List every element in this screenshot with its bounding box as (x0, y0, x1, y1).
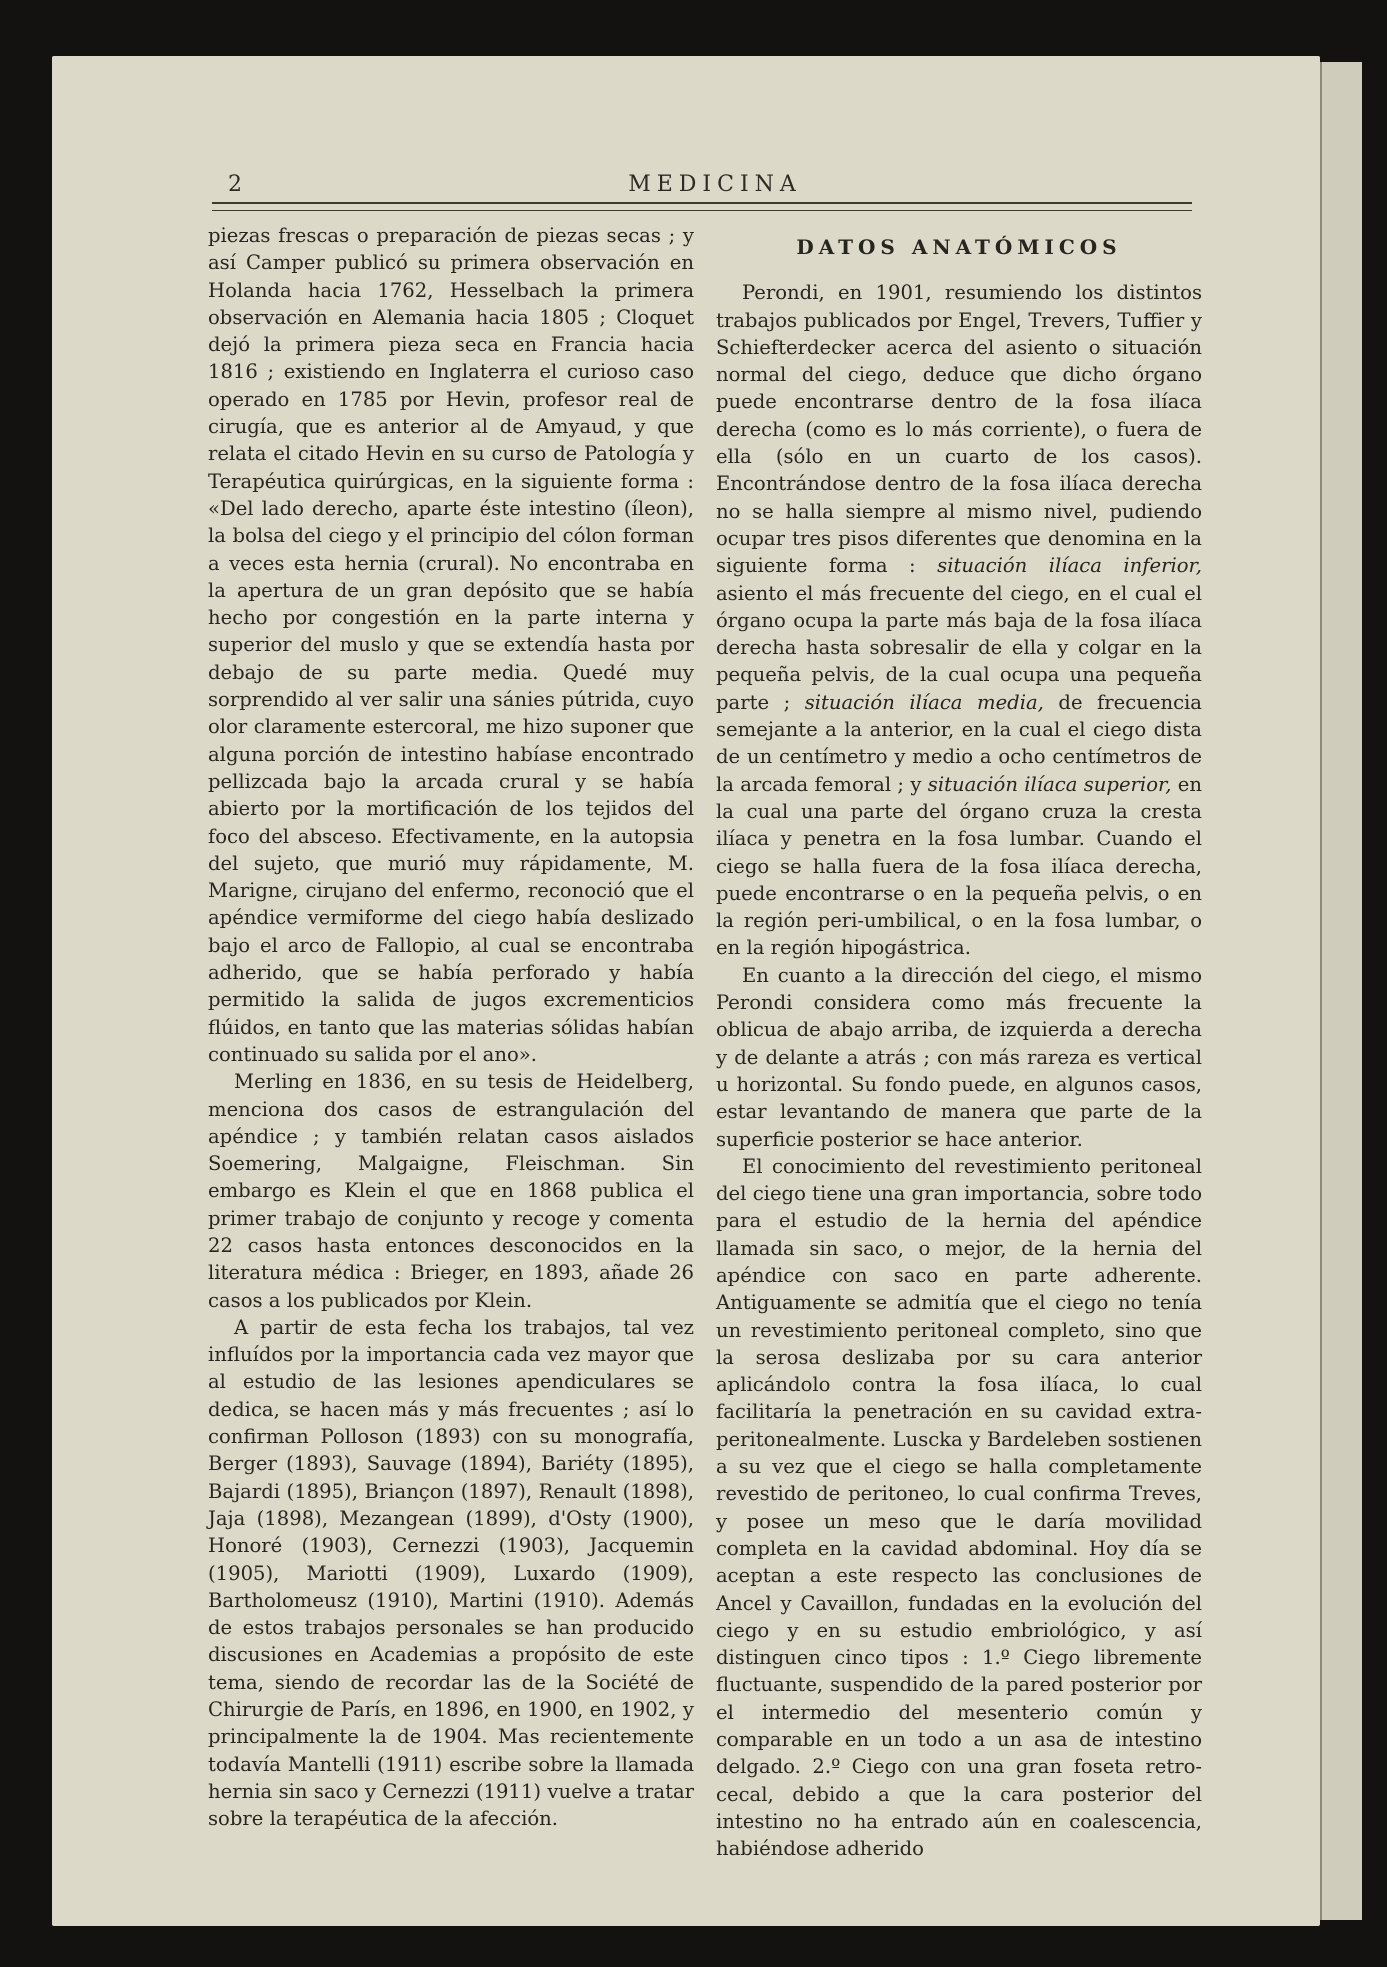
emphasis: situación ilíaca media, (804, 690, 1044, 714)
text-span: de frecuencia semejante a la anterior, en la cual el ciego dista de un centímetro y medio a ocho centímetros de la arcada femoral ; y (716, 690, 1202, 796)
right-column (716, 222, 1202, 1863)
paragraph (716, 279, 1202, 961)
page-number: 2 (228, 172, 242, 197)
paragraph: El conocimiento del revestimiento peritoneal del ciego tiene una gran importancia, sobre todo para el estudio de la hernia del apéndice llamada sin saco, o mejor, de la hernia del apéndice con saco en parte adherente. Antiguamente se admitía que el ciego no tenía un revestimiento peritoneal completo, sino que la serosa deslizaba por su cara anterior aplicándolo contra la fosa ilíaca, lo cual facilitaría la penetración en su cavidad extra-peritonealmente. Luscka y Bardeleben sostienen a su vez que el ciego se halla completamente revestido de peritoneo, lo cual confirma Treves, y posee un meso que le daría movilidad completa en la cavidad abdominal. Hoy día se aceptan a este respecto las conclusiones de Ancel y Cavaillon, fundadas en la evolución del ciego y en su estudio embriológico, y así distinguen cinco tipos : 1.º Ciego libremente fluctuante, suspendido de la pared posterior por el intermedio del mesenterio común y comparable en un todo a un asa de intestino delgado. 2.º Ciego con una gran foseta retro-cecal, debido a que la cara posterior del intestino no ha entrado aún en coalescencia, habiéndose adherido (716, 1154, 1202, 1861)
left-column (208, 222, 694, 1833)
text-span: en la cual una parte del órgano cruza la cresta ilíaca y penetra en la fosa lumbar. Cuando el ciego se halla fuera de la fosa ilíaca derecha, puede encontrarse o en la pequeña pelvis, o en la región peri-umbilical, o en la fosa lumbar, o en la región hipogástrica. (716, 772, 1202, 960)
paragraph: piezas frescas o preparación de piezas secas ; y así Camper publicó su primera observación en Holanda hacia 1762, Hesselbach la primera observación en Alemania hacia 1805 ; Cloquet dejó la primera pieza seca en Francia hacia 1816 ; existiendo en Inglaterra el curioso caso operado en 1785 por Hevin, profesor real de cirugía, que es anterior al de Amyaud, y que relata el citado Hevin en su curso de Patología y Terapéutica quirúrgicas, en la siguiente forma : «Del lado derecho, aparte éste intestino (íleon), la bolsa del ciego y el principio del cólon forman a veces esta hernia (crural). No encontraba en la apertura de un gran depósito que se había hecho por congestión en la parte interna y superior del muslo y que se extendía hasta por debajo de su parte media. Quedé muy sorprendido al ver salir una sánies pútrida, cuyo olor claramente estercoral, me hizo suponer que alguna porción de intestino habíase encontrado pellizcada bajo la arcada crural y se había abierto por la mortificación de los tejidos del foco del absceso. Efectivamente, en la autopsia del sujeto, que murió muy rápidamente, M. Marigne, cirujano del enfermo, reconoció que el apéndice vermiforme del ciego había deslizado bajo el arco de Fallopio, al cual se encontraba adherido, que se había perforado y había permitido la salida de jugos excrementicios flúidos, en tanto que las materias sólidas habían continuado su salida por el ano». (208, 224, 694, 1066)
next-page-edge (1320, 62, 1362, 1920)
emphasis: situación ilíaca inferior, (937, 554, 1202, 578)
running-head: MEDICINA (628, 172, 802, 197)
text-span: Perondi, en 1901, resumiendo los distintos trabajos publicados por Engel, Trevers, Tuffier y Schiefterdecker acerca del asiento o situación normal del ciego, deduce que dicho órgano puede encontrarse dentro de la fosa ilíaca derecha (como es lo más corriente), o fuera de ella (sólo en un cuarto de los casos). Encontrándose dentro de la fosa ilíaca derecha no se halla siempre al mismo nivel, pudiendo ocupar tres pisos diferentes que denomina en la siguiente forma : (716, 281, 1202, 578)
paragraph: A partir de esta fecha los trabajos, tal vez influídos por la importancia cada vez mayor que al estudio de las lesiones apendiculares se dedica, se hacen más y más frecuentes ; así lo confirman Polloson (1893) con su monografía, Berger (1893), Sauvage (1894), Bariéty (1895), Bajardi (1895), Briançon (1897), Renault (1898), Jaja (1898), Mezangean (1899), d'Osty (1900), Honoré (1903), Cernezzi (1903), Jacquemin (1905), Mariotti (1909), Luxardo (1909), Bartholomeusz (1910), Martini (1910). Además de estos trabajos personales se han producido discusiones en Academias a propósito de este tema, siendo de recordar las de la Société de Chirurgie de París, en 1896, en 1900, en 1902, y principalmente la de 1904. Mas recientemente todavía Mantelli (1911) escribe sobre la llamada hernia sin saco y Cernezzi (1911) vuelve a tratar sobre la terapéutica de la afección. (208, 1315, 694, 1831)
paragraph: Merling en 1836, en su tesis de Heidelberg, menciona dos casos de estrangulación del apéndice ; y también relatan casos aislados Soemering, Malgaigne, Fleischman. Sin embargo es Klein el que en 1868 publica el primer trabajo de conjunto y recoge y comenta 22 casos hasta entonces desconocidos en la literatura médica : Brieger, en 1893, añade 26 casos a los publicados por Klein. (208, 1070, 694, 1312)
emphasis: situación ilíaca superior, (927, 772, 1172, 796)
section-title: DATOS ANATÓMICOS (796, 235, 1122, 259)
header-rule (212, 202, 1192, 211)
text-span: asiento el más frecuente del ciego, en el cual el órgano ocupa la parte más baja de la fosa ilíaca derecha hasta sobresalir de ella y colgar en la pequeña pelvis, de la cual ocupa una pequeña parte ; (716, 581, 1202, 714)
paragraph: En cuanto a la dirección del ciego, el mismo Perondi considera como más frecuente la oblicua de abajo arriba, de izquierda a derecha y de delante a atrás ; con más rareza es vertical u horizontal. Su fondo puede, en algunos casos, estar levantando de manera que parte de la superficie posterior se hace anterior. (716, 963, 1202, 1151)
